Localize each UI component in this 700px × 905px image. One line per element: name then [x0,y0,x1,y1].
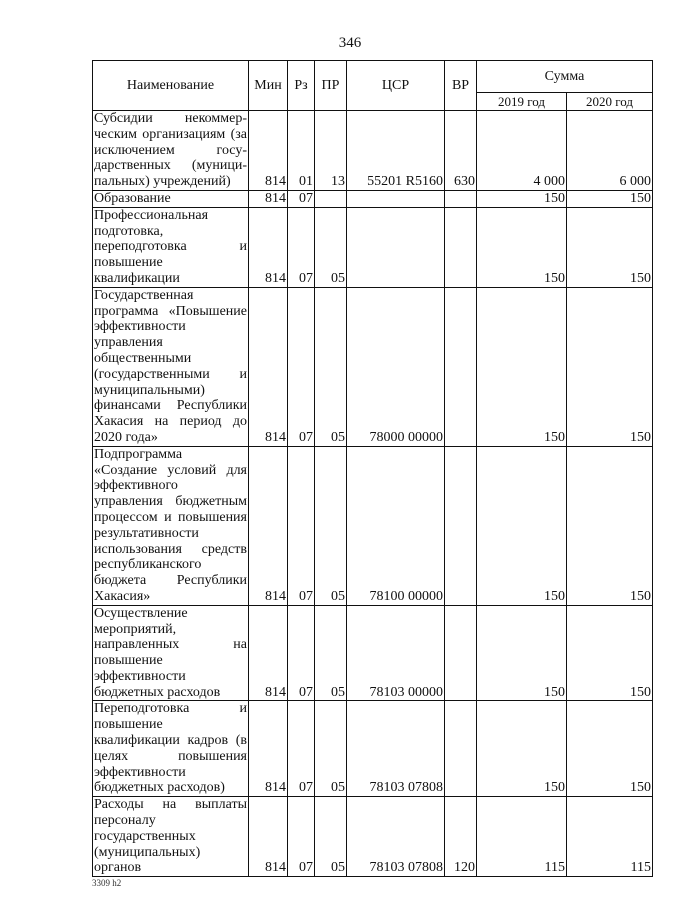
row-2020: 150 [567,446,653,605]
row-min: 814 [249,111,288,191]
row-2020: 6 000 [567,111,653,191]
row-rz: 07 [288,605,315,701]
row-csr [347,207,445,287]
table-row [93,605,653,701]
header-csr: ЦСР [347,61,445,111]
row-name: Осуществление мероприятий, направленных на повышение эффективности бюджетных расходов [94,605,247,700]
row-rz: 07 [288,287,315,446]
row-vr [445,207,477,287]
row-name: Переподготовка и повышение квалификации кадров (в целях повышения эффективности бюджетных расходов) [94,701,247,796]
header-2019: 2019 год [477,93,567,111]
row-2019: 150 [477,190,567,207]
row-csr: 78103 07808 [347,797,445,877]
row-2019: 150 [477,605,567,701]
row-2020: 150 [567,190,653,207]
row-pr: 13 [315,111,347,191]
row-csr [347,190,445,207]
row-min: 814 [249,287,288,446]
row-vr [445,701,477,797]
row-vr: 630 [445,111,477,191]
row-pr: 05 [315,797,347,877]
row-2019: 4 000 [477,111,567,191]
row-min: 814 [249,190,288,207]
row-rz: 07 [288,207,315,287]
row-vr [445,446,477,605]
row-csr: 78103 07808 [347,701,445,797]
row-2020: 150 [567,207,653,287]
row-min: 814 [249,797,288,877]
footer-code: 3309 h2 [92,878,122,888]
row-name: Подпрограмма «Создание условий для эффективного управления бюджетным процессом и повышения результативности использования средств республиканского бюджета Республики Хакасия» [94,446,247,604]
row-2020: 115 [567,797,653,877]
row-2019: 150 [477,446,567,605]
row-rz: 01 [288,111,315,191]
row-name: Образование [93,190,249,207]
row-vr [445,287,477,446]
table-row [93,287,653,446]
row-2020: 150 [567,701,653,797]
row-2019: 150 [477,287,567,446]
row-csr: 78000 00000 [347,287,445,446]
row-min: 814 [249,701,288,797]
row-name: Государственная программа «Повышение эффективности управления общественными (государственными и муниципальными) финансами Республики Хакасия на период до 2020 года» [94,287,247,445]
row-vr: 120 [445,797,477,877]
row-pr: 05 [315,207,347,287]
row-vr [445,190,477,207]
row-csr: 55201 R5160 [347,111,445,191]
header-vr: ВР [445,61,477,111]
page-number: 346 [338,35,362,51]
row-2020: 150 [567,287,653,446]
table-row [93,701,653,797]
table-row [93,797,653,877]
row-min: 814 [249,605,288,701]
table-body [93,111,653,877]
row-rz: 07 [288,446,315,605]
row-2019: 150 [477,701,567,797]
row-rz: 07 [288,797,315,877]
row-name: Расходы на выплаты персоналу государственных (муниципальных) органов [94,797,247,876]
row-csr: 78100 00000 [347,446,445,605]
row-rz: 07 [288,190,315,207]
table-row [93,446,653,605]
row-pr: 05 [315,605,347,701]
header-min: Мин [249,61,288,111]
table-row [93,190,653,207]
row-pr: 05 [315,287,347,446]
row-rz: 07 [288,701,315,797]
header-sum: Сумма [477,61,653,93]
row-vr [445,605,477,701]
header-pr: ПР [315,61,347,111]
row-2020: 150 [567,605,653,701]
row-min: 814 [249,207,288,287]
row-pr: 05 [315,701,347,797]
row-pr: 05 [315,446,347,605]
budget-table [92,60,653,877]
table-row [93,111,653,191]
row-2019: 115 [477,797,567,877]
header-name: Наименование [93,61,249,111]
table-row [93,207,653,287]
header-rz: Рз [288,61,315,111]
row-name: Профессиональная подготовка, переподготовка и повышение квалификации [94,207,247,286]
row-pr [315,190,347,207]
row-csr: 78103 00000 [347,605,445,701]
row-name: Субсидии некоммер-ческим организациям (за исключением госу-дарственных (муници-пальных) учреждений) [94,111,247,190]
header-2020: 2020 год [567,93,653,111]
row-min: 814 [249,446,288,605]
row-2019: 150 [477,207,567,287]
